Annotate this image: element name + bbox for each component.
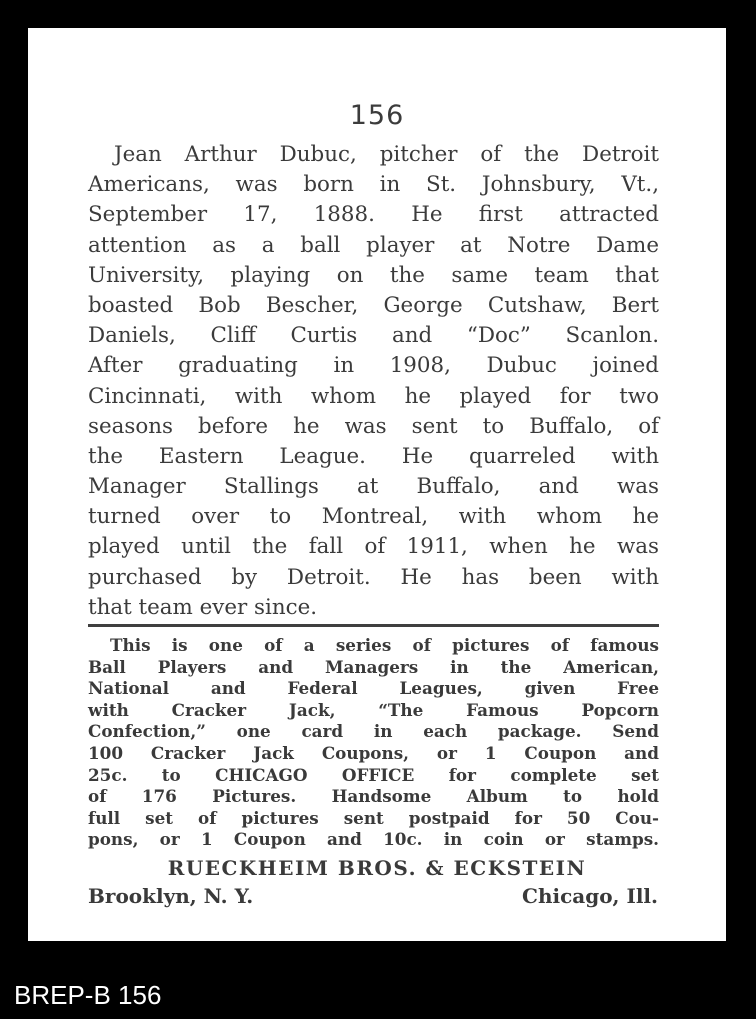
- bio-line: purchased by Detroit. He has been with: [88, 564, 659, 590]
- section-divider: [88, 624, 659, 627]
- card-number: 156: [349, 100, 405, 131]
- promo-line: full set of pictures sent postpaid for 50 Cou-: [88, 807, 659, 828]
- promo-line: with Cracker Jack, “The Famous Popcorn: [88, 699, 659, 720]
- promo-line: 100 Cracker Jack Coupons, or 1 Coupon and: [88, 742, 659, 763]
- bio-line: Jean Arthur Dubuc, pitcher of the Detroit: [114, 142, 659, 167]
- company-name: RUECKHEIM BROS. & ECKSTEIN: [167, 856, 587, 880]
- city-chicago: Chicago, Ill.: [522, 884, 658, 908]
- promo-line: This is one of a series of pictures of famous: [110, 635, 659, 655]
- promo-line: 25c. to CHICAGO OFFICE for complete set: [88, 764, 659, 785]
- bio-line: September 17, 1888. He first attracted: [88, 202, 659, 228]
- bio-line: played until the fall of 1911, when he was: [88, 534, 659, 560]
- bio-line: attention as a ball player at Notre Dame: [88, 232, 659, 258]
- promo-text: [88, 635, 659, 851]
- promo-line: pons, or 1 Coupon and 10c. in coin or stamps.: [88, 829, 659, 850]
- card-back: [28, 28, 726, 941]
- promo-line: of 176 Pictures. Handsome Album to hold: [88, 786, 659, 807]
- bio-line: seasons before he was sent to Buffalo, of: [88, 413, 659, 439]
- bio-line: boasted Bob Bescher, George Cutshaw, Bert: [88, 292, 659, 318]
- city-brooklyn: Brooklyn, N. Y.: [88, 884, 254, 908]
- bio-line: Daniels, Cliff Curtis and “Doc” Scanlon.: [88, 323, 659, 349]
- promo-line: Confection,” one card in each package. Send: [88, 721, 659, 742]
- bio-line: turned over to Montreal, with whom he: [88, 504, 659, 530]
- bio-line: Cincinnati, with whom he played for two: [88, 383, 659, 409]
- bio-line: that team ever since.: [88, 594, 318, 620]
- reference-label: BREP-B 156: [14, 980, 162, 1010]
- bio-line: Americans, was born in St. Johnsbury, Vt.,: [88, 172, 659, 198]
- player-biography: [88, 140, 659, 623]
- promo-line: Ball Players and Managers in the American,: [88, 656, 659, 677]
- promo-line: National and Federal Leagues, given Free: [88, 678, 659, 699]
- bio-line: University, playing on the same team that: [88, 262, 659, 288]
- bio-line: Manager Stallings at Buffalo, and was: [88, 474, 659, 500]
- bio-line: the Eastern League. He quarreled with: [88, 443, 659, 469]
- bio-line: After graduating in 1908, Dubuc joined: [88, 353, 659, 379]
